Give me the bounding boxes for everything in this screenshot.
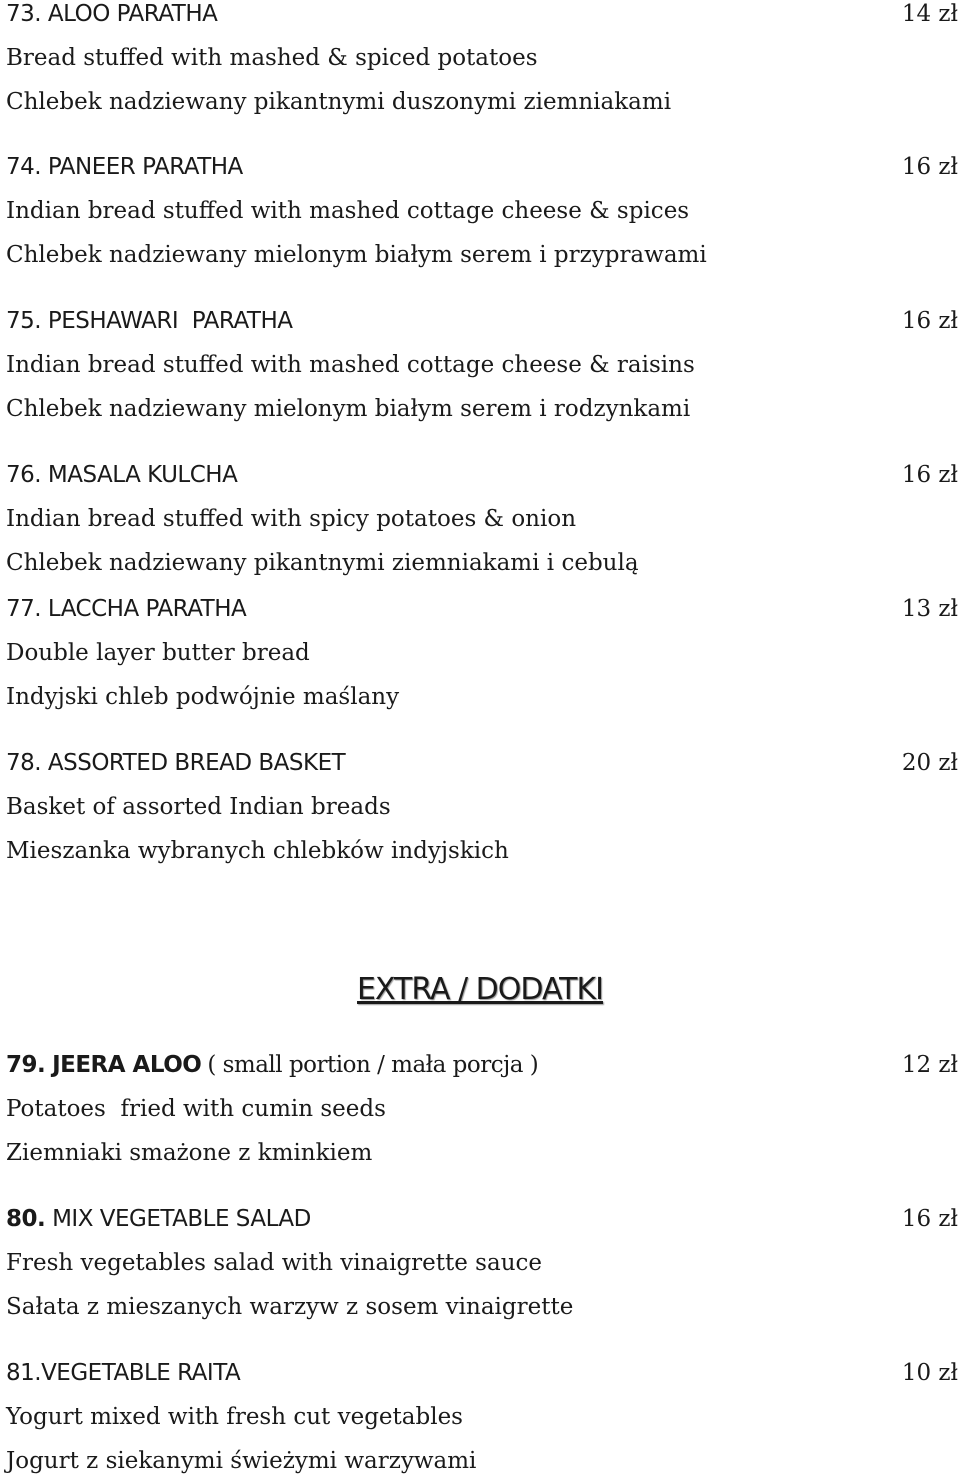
item-number: 78. — [6, 750, 42, 776]
item-description-en: Double layer butter bread — [6, 640, 310, 666]
item-number: 79. — [6, 1052, 46, 1078]
item-header — [6, 0, 960, 36]
item-name: MIX VEGETABLE SALAD — [52, 1206, 311, 1232]
item-number: 75. — [6, 308, 42, 334]
menu-item — [6, 587, 960, 719]
item-price: 16 zł — [901, 462, 958, 488]
item-name: PANEER PARATHA — [47, 154, 243, 180]
item-number: 80. — [6, 1206, 46, 1232]
item-description-pl: Chlebek nadziewany mielonym białym serem i przyprawami — [6, 242, 707, 268]
item-description-en: Yogurt mixed with fresh cut vegetables — [6, 1404, 463, 1430]
item-header — [6, 1197, 960, 1241]
item-header — [6, 741, 960, 785]
item-name: ASSORTED BREAD BASKET — [47, 750, 346, 776]
item-header — [6, 1351, 960, 1395]
item-description-pl: Chlebek nadziewany pikantnymi ziemniakami i cebulą — [6, 550, 639, 576]
item-header — [6, 587, 960, 631]
menu-item — [6, 741, 960, 873]
section-title-extras: EXTRA / DODATKI — [357, 972, 603, 1007]
item-description-en: Potatoes fried with cumin seeds — [6, 1096, 386, 1122]
item-price: 16 zł — [901, 154, 958, 180]
item-price: 12 zł — [901, 1052, 958, 1078]
item-description-pl: Chlebek nadziewany mielonym białym serem i rodzynkami — [6, 396, 691, 422]
item-name: ALOO PARATHA — [47, 1, 218, 27]
item-number: 74. — [6, 154, 42, 180]
item-price: 20 zł — [901, 750, 958, 776]
item-name: MASALA KULCHA — [47, 462, 238, 488]
item-header — [6, 145, 960, 189]
menu-item — [6, 145, 960, 277]
item-description-en: Basket of assorted Indian breads — [6, 794, 391, 820]
item-name: JEERA ALOO — [52, 1052, 202, 1078]
item-description-pl: Sałata z mieszanych warzyw z sosem vinaigrette — [6, 1294, 574, 1320]
item-price: 14 zł — [901, 1, 958, 27]
menu-item — [6, 1351, 960, 1483]
menu-item — [6, 453, 960, 585]
item-description-pl: Chlebek nadziewany pikantnymi duszonymi ziemniakami — [6, 89, 672, 115]
item-portion: ( small portion / mała porcja ) — [207, 1052, 539, 1078]
item-description-en: Indian bread stuffed with spicy potatoes & onion — [6, 506, 577, 532]
item-description-en: Fresh vegetables salad with vinaigrette sauce — [6, 1250, 543, 1276]
item-price: 10 zł — [901, 1360, 958, 1386]
item-price: 16 zł — [901, 308, 958, 334]
item-description-en: Indian bread stuffed with mashed cottage cheese & raisins — [6, 352, 695, 378]
item-price: 16 zł — [901, 1206, 958, 1232]
item-description-pl: Jogurt z siekanymi świeżymi warzywami — [6, 1448, 477, 1474]
item-header — [6, 453, 960, 497]
menu-item — [6, 1043, 960, 1175]
item-number: 77. — [6, 596, 42, 622]
menu-item — [6, 0, 960, 124]
item-name: LACCHA PARATHA — [47, 596, 247, 622]
item-description-pl: Mieszanka wybranych chlebków indyjskich — [6, 838, 509, 864]
item-name: PESHAWARI PARATHA — [47, 308, 293, 334]
item-number: 73. — [6, 1, 42, 27]
item-description-en: Bread stuffed with mashed & spiced potatoes — [6, 45, 538, 71]
item-description-pl: Indyjski chleb podwójnie maślany — [6, 684, 400, 710]
item-header — [6, 1043, 960, 1087]
item-description-pl: Ziemniaki smażone z kminkiem — [6, 1140, 373, 1166]
item-description-en: Indian bread stuffed with mashed cottage cheese & spices — [6, 198, 690, 224]
item-name: VEGETABLE RAITA — [41, 1360, 241, 1386]
menu-item — [6, 1197, 960, 1329]
item-number: 76. — [6, 462, 42, 488]
menu-item — [6, 299, 960, 431]
item-number: 81. — [6, 1360, 42, 1386]
item-price: 13 zł — [901, 596, 958, 622]
item-header — [6, 299, 960, 343]
